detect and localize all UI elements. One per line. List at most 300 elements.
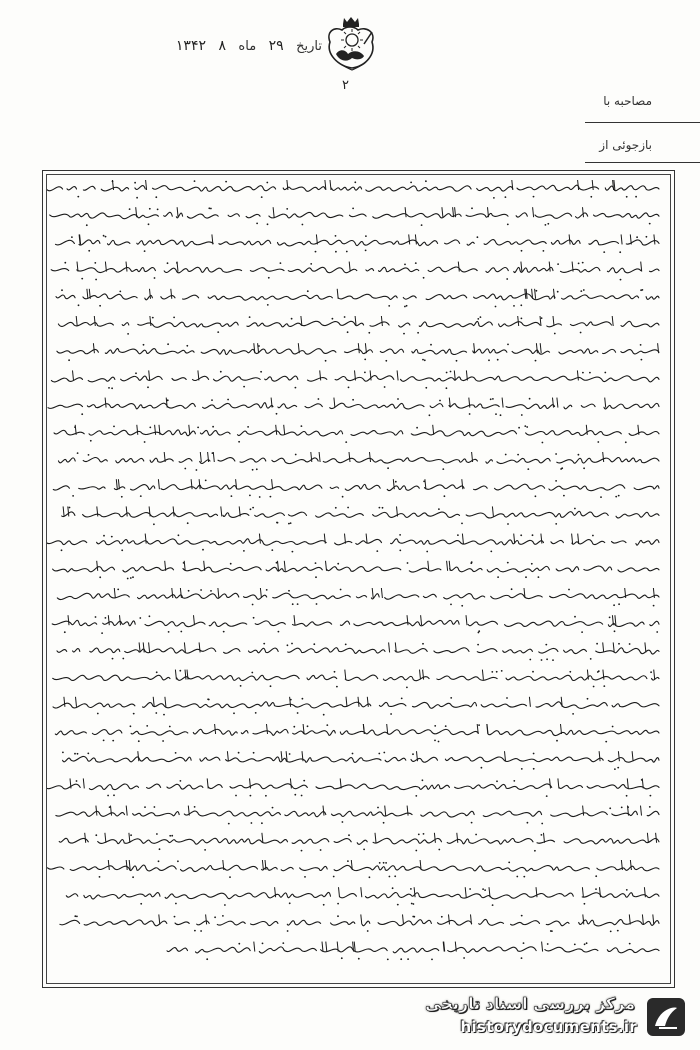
ink-dot [205, 480, 207, 482]
ink-dot [545, 224, 547, 226]
ink-ascender [227, 751, 228, 761]
ink-ascender [294, 615, 295, 625]
ink-dot [347, 507, 349, 509]
ink-dot [315, 251, 317, 253]
ink-dot [618, 603, 620, 605]
ink-ascender [405, 207, 406, 217]
ink-dot [422, 779, 424, 781]
ink-dot [61, 549, 63, 551]
ink-dot [406, 687, 408, 689]
ink-dot [197, 427, 199, 429]
ink-dot [292, 551, 294, 553]
ink-dot [430, 344, 432, 346]
ink-dot [378, 753, 380, 755]
ink-dot [335, 235, 337, 237]
ink-dot [513, 780, 515, 782]
ink-dot [155, 712, 157, 714]
ink-dot [74, 753, 76, 755]
ink-ascender [627, 778, 628, 788]
ink-dot [593, 686, 595, 688]
ink-dot [517, 454, 519, 456]
ink-dot [491, 671, 493, 673]
ink-dot [450, 697, 452, 699]
ink-ascender [258, 343, 259, 353]
ink-dot [557, 291, 559, 293]
ink-dot [521, 915, 523, 917]
ink-ascender [612, 316, 613, 326]
ink-dot [411, 903, 413, 905]
ink-dot [543, 250, 545, 252]
ink-ascender [262, 833, 263, 843]
ink-ascender [326, 561, 327, 571]
ink-dot [169, 835, 171, 837]
ink-dot [397, 904, 399, 906]
ink-dot [144, 250, 146, 252]
ink-dot [538, 576, 540, 578]
ink-dot [434, 740, 436, 742]
ink-dot [446, 372, 448, 374]
handwritten-line [55, 756, 659, 762]
archive-watermark [395, 990, 695, 1045]
ink-dot [383, 862, 385, 864]
ink-ascender [407, 615, 408, 625]
ink-dot [574, 616, 576, 618]
ink-dot [347, 860, 349, 862]
ink-dot [129, 208, 131, 210]
ink-dot [240, 685, 242, 687]
ink-dot [385, 862, 387, 864]
ink-dot [482, 888, 484, 890]
ink-dot [495, 306, 497, 308]
ink-dot [541, 317, 543, 319]
ink-dot [531, 563, 533, 565]
handwritten-line [54, 511, 659, 518]
ink-ascender [97, 561, 98, 571]
ink-ascender [105, 398, 106, 408]
ink-dot [650, 795, 652, 797]
ink-ascender [199, 479, 200, 489]
ink-dot [130, 834, 132, 836]
ink-dot [202, 549, 204, 551]
ink-ascender [385, 806, 386, 816]
ink-ascender [94, 316, 95, 326]
date-day: ۲۹ [268, 38, 284, 54]
handwritten-line [58, 321, 659, 327]
ink-dot [518, 427, 520, 429]
ink-dot [450, 371, 452, 373]
ink-dot [429, 414, 431, 416]
ink-ascender [126, 860, 127, 870]
ink-dot [291, 318, 293, 320]
ink-dot [475, 834, 477, 836]
ink-dot [589, 372, 591, 374]
ink-dot [364, 359, 366, 361]
ink-dot [252, 469, 254, 471]
ink-ascender [658, 343, 659, 353]
date-year: ۱۳۴۲ [175, 38, 206, 54]
ink-dot [301, 795, 303, 797]
ink-dot [418, 834, 420, 836]
ink-dot [384, 386, 386, 388]
ink-dot [133, 713, 135, 715]
ink-dot [326, 724, 328, 726]
ink-dot [653, 605, 655, 607]
ink-dot [587, 698, 589, 700]
ink-dot [154, 806, 156, 808]
ink-dot [387, 959, 389, 961]
ink-ascender [465, 887, 466, 897]
ink-dot [410, 888, 412, 890]
ink-dot [620, 279, 622, 281]
ink-ascender [200, 452, 201, 462]
handwritten-line [51, 267, 659, 273]
handwritten-line [52, 620, 659, 626]
ink-dot [365, 235, 367, 237]
ink-dot [140, 495, 142, 497]
ink-dot [478, 630, 480, 632]
ink-dot [71, 236, 73, 238]
ink-ascender [361, 887, 362, 897]
ink-ascender [349, 452, 350, 462]
ink-dot [421, 224, 423, 226]
ink-ascender [189, 425, 190, 435]
ink-ascender [434, 833, 435, 843]
ink-ascender [457, 833, 458, 843]
ink-dot [407, 562, 409, 564]
ink-dot [438, 508, 440, 510]
ink-dot [256, 223, 258, 225]
watermark-title: مرکز بررسی اسناد تاریخی [425, 994, 635, 1013]
ink-dot [99, 876, 101, 878]
ink-ascender [632, 751, 633, 761]
ink-ascender [642, 914, 643, 924]
ink-dot [367, 930, 369, 932]
ink-dot [389, 876, 391, 878]
ink-dot [179, 670, 181, 672]
ink-dot [555, 453, 557, 455]
ink-ascender [621, 234, 622, 244]
ink-ascender [605, 398, 606, 408]
ink-dot [153, 523, 155, 525]
ink-dot [569, 671, 571, 673]
date-line [62, 38, 322, 54]
ink-dot [403, 333, 405, 335]
ink-dot [250, 508, 252, 510]
ink-ascender [533, 207, 534, 217]
ink-dot [336, 686, 338, 688]
ink-ascender [453, 207, 454, 217]
ink-ascender [326, 942, 327, 952]
handwritten-line [59, 838, 659, 844]
ink-dot [152, 317, 154, 319]
ink-dot [156, 671, 158, 673]
handwritten-line [53, 675, 659, 681]
ink-dot [533, 196, 535, 198]
ink-dot [641, 359, 643, 361]
ink-dot [127, 578, 129, 580]
handwriting-inner-frame [46, 174, 671, 984]
ink-ascender [334, 398, 335, 408]
handwritten-line [57, 593, 659, 599]
ink-dot [461, 605, 463, 607]
ink-ascender [557, 398, 558, 408]
ink-dot [333, 876, 335, 878]
ink-ascender [613, 642, 614, 652]
ink-dot [521, 768, 523, 770]
ink-dot [286, 208, 288, 210]
ink-ascender [553, 316, 554, 326]
ink-ascender [158, 479, 159, 489]
ink-dot [130, 577, 132, 579]
ink-dot [438, 849, 440, 851]
ink-ascender [126, 506, 127, 516]
ink-dot [469, 413, 471, 415]
ink-ascender [126, 262, 127, 272]
ink-ascender [159, 914, 160, 924]
ink-dot [303, 780, 305, 782]
ink-dot [635, 196, 637, 198]
ink-ascender [462, 479, 463, 489]
ink-ascender [322, 942, 323, 952]
ink-dot [506, 697, 508, 699]
ink-dot [605, 741, 607, 743]
ink-ascender [138, 751, 139, 761]
ink-dot [214, 916, 216, 918]
ink-dot [223, 631, 225, 633]
ink-ascender [600, 887, 601, 897]
ink-ascender [339, 887, 340, 897]
ink-dot [255, 712, 257, 714]
ink-dot [365, 250, 367, 252]
ink-dot [507, 523, 509, 525]
ink-ascender [153, 697, 154, 707]
ink-dot [81, 413, 83, 415]
ink-dot [307, 290, 309, 292]
ink-ascender [558, 778, 559, 788]
ink-dot [431, 959, 433, 961]
ink-dot [266, 182, 268, 184]
ink-dot [169, 726, 171, 728]
ink-dot [471, 822, 473, 824]
ink-dot [352, 753, 354, 755]
ink-dot [94, 262, 96, 264]
ink-ascender [150, 316, 151, 326]
handwritten-line [47, 865, 659, 871]
ink-dot [404, 306, 406, 308]
ink-ascender [525, 289, 526, 299]
ink-dot [103, 535, 105, 537]
ink-dot [392, 887, 394, 889]
ink-dot [139, 617, 141, 619]
handwritten-line [53, 566, 659, 572]
emblem-number: ۲ [342, 78, 349, 93]
ink-ascender [349, 262, 350, 272]
ink-dot [555, 523, 557, 525]
ink-dot [260, 371, 262, 373]
interview-label: مصاحبه با [603, 94, 652, 108]
ink-dot [426, 551, 428, 553]
ink-dot [477, 318, 479, 320]
ink-dot [629, 643, 631, 645]
ink-ascender [108, 860, 109, 870]
handwritten-line [47, 403, 659, 409]
ink-dot [97, 713, 99, 715]
ink-dot [149, 615, 151, 617]
ink-dot [196, 469, 198, 471]
ink-dot [586, 942, 588, 944]
ink-ascender [346, 697, 347, 707]
ink-dot [399, 550, 401, 552]
ink-dot [626, 795, 628, 797]
ink-ascender [656, 833, 657, 843]
ink-ascender [542, 942, 543, 952]
ink-dot [180, 780, 182, 782]
ink-dot [629, 943, 631, 945]
ink-ascender [553, 398, 554, 408]
ink-ascender [561, 724, 562, 734]
handwritten-line [56, 811, 659, 817]
ink-dot [382, 507, 384, 509]
ink-dot [364, 372, 366, 374]
ink-dot [551, 930, 553, 932]
ink-dot [290, 522, 292, 524]
ink-dot [527, 822, 529, 824]
ink-ascender [458, 262, 459, 272]
ink-ascender [260, 588, 261, 598]
ink-ascender [150, 289, 151, 299]
ink-dot [238, 441, 240, 443]
ink-dot [508, 862, 510, 864]
ink-dot [369, 876, 371, 878]
ink-ascender [367, 697, 368, 707]
ink-ascender [544, 833, 545, 843]
ink-ascender [330, 180, 331, 190]
ink-dot [267, 304, 269, 306]
ink-dot [332, 318, 334, 320]
ink-dot [184, 468, 186, 470]
ink-dot [173, 317, 175, 319]
ink-dot [383, 752, 385, 754]
ink-dot [175, 752, 177, 754]
ink-dot [167, 343, 169, 345]
ink-dot [134, 182, 136, 184]
ink-ascender [409, 234, 410, 244]
ink-dot [442, 468, 444, 470]
ink-ascender [272, 479, 273, 489]
ink-dot [217, 331, 219, 333]
ink-dot [358, 958, 360, 960]
ink-ascender [505, 751, 506, 761]
ink-ascender [403, 914, 404, 924]
ink-dot [379, 507, 381, 509]
ink-dot [348, 834, 350, 836]
ink-dot [379, 862, 381, 864]
ink-dot [206, 958, 208, 960]
ink-ascender [572, 534, 573, 544]
ink-dot [507, 224, 509, 226]
ink-dot [156, 833, 158, 835]
ink-dot [230, 563, 232, 565]
ink-ascender [615, 615, 616, 625]
ink-dot [603, 251, 605, 253]
ink-ascender [324, 534, 325, 544]
ink-dot [229, 876, 231, 878]
ink-dot [597, 441, 599, 443]
ink-dot [412, 753, 414, 755]
ink-dot [600, 496, 602, 498]
interrogator-label: بازجوئی از [599, 138, 652, 152]
date-label: تاریخ [296, 39, 322, 54]
ink-ascender [466, 615, 467, 625]
ink-dot [572, 713, 574, 715]
ink-dot [450, 604, 452, 606]
ink-dot [294, 794, 296, 796]
ink-dot [463, 957, 465, 959]
date-month: ۸ [218, 38, 226, 54]
ink-dot [561, 467, 563, 469]
ink-dot [112, 658, 114, 660]
ink-dot [220, 371, 222, 373]
ink-dot [521, 250, 523, 252]
ink-dot [532, 534, 534, 536]
ink-dot [656, 631, 658, 633]
ink-dot [334, 671, 336, 673]
ink-dot [253, 752, 255, 754]
ink-ascender [185, 670, 186, 680]
ink-dot [135, 372, 137, 374]
ink-ascender [191, 479, 192, 489]
ink-dot [155, 196, 157, 198]
ink-ascender [599, 751, 600, 761]
ink-dot [547, 943, 549, 945]
ink-dot [495, 413, 497, 415]
lion-and-sun-emblem-icon [322, 14, 380, 76]
ink-ascender [221, 506, 222, 516]
ink-dot [650, 671, 652, 673]
ink-dot [301, 425, 303, 427]
ink-dot [253, 617, 255, 619]
ink-ascender [177, 207, 178, 217]
ink-dot [394, 875, 396, 877]
ink-ascender [554, 289, 555, 299]
ink-ascender [415, 234, 416, 244]
ink-ascender [381, 588, 382, 598]
handwritten-line [53, 484, 659, 490]
ink-ascender [462, 534, 463, 544]
ink-dot [194, 806, 196, 808]
ink-dot [618, 643, 620, 645]
ink-ascender [492, 506, 493, 516]
ink-dot [481, 767, 483, 769]
ink-dot [536, 290, 538, 292]
ink-dot [61, 289, 63, 291]
ink-dot [395, 481, 397, 483]
ink-dot [62, 752, 64, 754]
handwritten-line [56, 294, 659, 300]
ink-dot [496, 671, 498, 673]
ink-dot [636, 236, 638, 238]
ink-ascender [366, 534, 367, 544]
ink-dot [415, 795, 417, 797]
ink-dot [132, 876, 134, 878]
ink-dot [461, 523, 463, 525]
ink-dot [352, 399, 354, 401]
ink-dot [609, 617, 611, 619]
handwritten-line [57, 349, 659, 355]
ink-ascender [397, 370, 398, 380]
ink-ascender [118, 479, 119, 489]
ink-dot [471, 207, 473, 209]
